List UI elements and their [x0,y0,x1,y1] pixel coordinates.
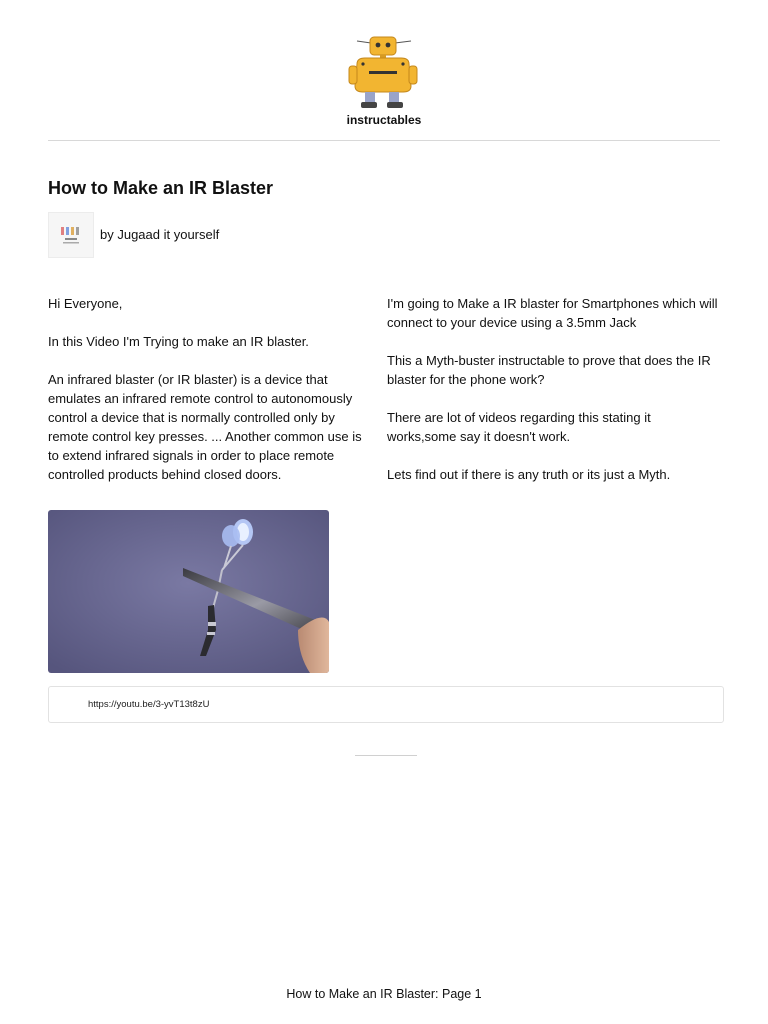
page-footer: How to Make an IR Blaster: Page 1 [286,987,482,1001]
author-byline[interactable]: by Jugaad it yourself [100,227,220,242]
brand-name[interactable]: instructables [346,113,422,127]
page-header [0,0,768,141]
author-avatar-icon[interactable] [48,212,94,258]
paragraph: An infrared blaster (or IR blaster) is a device that emulates an infrared remote control to autonomously control a device that is normally controlled only by remote control key presses. ... Another common use is to extend infrared signals in order to place remote controlled products behind closed doors. [48,372,362,482]
video-link-box[interactable] [48,686,724,723]
header-divider [48,140,720,141]
paragraph: In this Video I'm Trying to make an IR blaster. [48,334,309,349]
paragraph: Lets find out if there is any truth or its just a Myth. [387,467,671,482]
article-title: How to Make an IR Blaster [48,178,274,198]
video-thumbnail[interactable] [48,510,329,673]
paragraph: Hi Everyone, [48,296,123,311]
intro-column-right [387,294,722,503]
section-end-divider [355,755,417,756]
video-link[interactable]: https://youtu.be/3-yvT13t8zU [88,699,210,710]
paragraph: There are lot of videos regarding this stating it works,some say it doesn't work. [387,410,651,444]
paragraph: I'm going to Make a IR blaster for Smartphones which will connect to your device using a 3.5mm Jack [387,296,718,330]
intro-column-left [48,294,373,503]
instructables-robot-logo-icon [343,34,423,110]
paragraph: This a Myth-buster instructable to prove that does the IR blaster for the phone work? [387,353,711,387]
